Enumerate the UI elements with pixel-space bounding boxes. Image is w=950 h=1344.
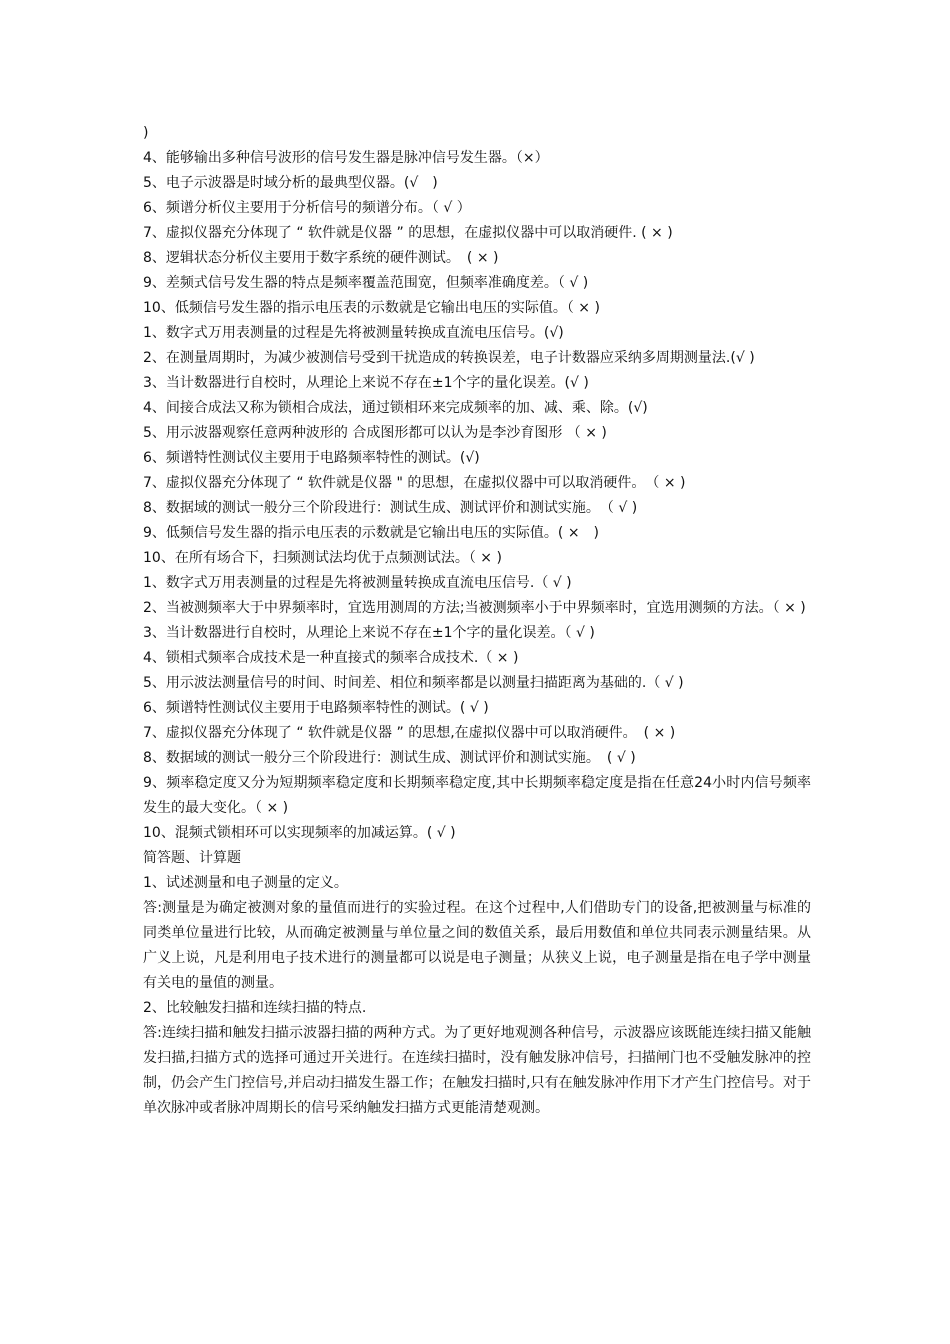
text-line: 2、在测量周期时，为减少被测信号受到干扰造成的转换误差，电子计数器应采纳多周期测量法.(√ ) xyxy=(143,350,755,366)
text-line: 4、能够输出多种信号波形的信号发生器是脉冲信号发生器。（×） xyxy=(143,150,549,166)
text-line: 7、虚拟仪器充分体现了 “ 软件就是仪器 " 的思想，在虚拟仪器中可以取消硬件。 （ × ) xyxy=(143,475,686,491)
text-line: 8、数据域的测试一般分三个阶段进行：测试生成、测试评价和测试实施。 ( √ ) xyxy=(143,750,636,766)
text-line: 4、间接合成法又称为锁相合成法，通过锁相环来完成频率的加、减、乘、除。(√) xyxy=(143,400,648,416)
text-line: 7、虚拟仪器充分体现了 “ 软件就是仪器 ” 的思想，在虚拟仪器中可以取消硬件. ( × ) xyxy=(143,225,673,241)
text-line: 5、用示波法测量信号的时间、时间差、相位和频率都是以测量扫描距离为基础的.（ √ ) xyxy=(143,675,684,691)
section-heading: 简答题、计算题 xyxy=(143,850,241,866)
text-line: 9、低频信号发生器的指示电压表的示数就是它输出电压的实际值。( × ) xyxy=(143,525,600,541)
text-line: 9、频率稳定度又分为短期频率稳定度和长期频率稳定度,其中长期频率稳定度是指在任意24小时内信号频率发生的最大变化。（ × ) xyxy=(143,775,811,816)
question-title: 2、比较触发扫描和连续扫描的特点. xyxy=(143,1000,367,1016)
text-line: 8、逻辑状态分析仪主要用于数字系统的硬件测试。 ( × ) xyxy=(143,250,499,266)
text-line: 1、数字式万用表测量的过程是先将被测量转换成直流电压信号.（ √ ) xyxy=(143,575,572,591)
text-line: 1、数字式万用表测量的过程是先将被测量转换成直流电压信号。(√) xyxy=(143,325,564,341)
text-line: 6、频谱分析仪主要用于分析信号的频谱分布。（ √ ） xyxy=(143,200,471,216)
text-line: 6、频谱特性测试仪主要用于电路频率特性的测试。( √ ) xyxy=(143,700,489,716)
text-line: 8、数据域的测试一般分三个阶段进行：测试生成、测试评价和测试实施。 （ √ ) xyxy=(143,500,638,516)
text-line: 2、当被测频率大于中界频率时，宜选用测周的方法;当被测频率小于中界频率时，宜选用测频的方法。（ × ) xyxy=(143,600,806,616)
text-line: 6、频谱特性测试仪主要用于电路频率特性的测试。(√) xyxy=(143,450,480,466)
document-body xyxy=(143,121,811,1121)
text-line: 3、当计数器进行自校时，从理论上来说不存在±1个字的量化误差。（ √ ) xyxy=(143,625,595,641)
question-title: 1、试述测量和电子测量的定义。 xyxy=(143,875,348,891)
answer-paragraph: 答:连续扫描和触发扫描示波器扫描的两种方式。为了更好地观测各种信号，示波器应该既能连续扫描又能触发扫描,扫描方式的选择可通过开关进行。在连续扫描时，没有触发脉冲信号，扫描闸门也不受触发脉冲的控制，仍会产生门控信号,并启动扫描发生器工作；在触发扫描时,只有在触发脉冲作用下才产生门控信号。对于单次脉冲或者脉冲周期长的信号采纳触发扫描方式更能清楚观测。 xyxy=(143,1025,811,1116)
text-line: 3、当计数器进行自校时，从理论上来说不存在±1个字的量化误差。(√ ) xyxy=(143,375,589,391)
text-line: 7、虚拟仪器充分体现了 “ 软件就是仪器 ” 的思想,在虚拟仪器中可以取消硬件。 ( × ) xyxy=(143,725,676,741)
text-line: 9、差频式信号发生器的特点是频率覆盖范围宽，但频率准确度差。（ √ ) xyxy=(143,275,589,291)
answer-paragraph: 答:测量是为确定被测对象的量值而进行的实验过程。在这个过程中,人们借助专门的设备,把被测量与标准的同类单位量进行比较，从而确定被测量与单位量之间的数值关系，最后用数值和单位共同表示测量结果。从广义上说，凡是利用电子技术进行的测量都可以说是电子测量；从狭义上说，电子测量是指在电子学中测量有关电的量值的测量。 xyxy=(143,900,811,991)
text-line: 10、混频式锁相环可以实现频率的加减运算。( √ ) xyxy=(143,825,456,841)
text-line: 10、低频信号发生器的指示电压表的示数就是它输出电压的实际值。（ × ) xyxy=(143,300,600,316)
text-line: 10、在所有场合下，扫频测试法均优于点频测试法。（ × ) xyxy=(143,550,502,566)
text-line: 4、锁相式频率合成技术是一种直接式的频率合成技术.（ × ) xyxy=(143,650,519,666)
text-line: ) xyxy=(143,125,149,141)
text-line: 5、电子示波器是时域分析的最典型仪器。(√ ) xyxy=(143,175,438,191)
text-line: 5、用示波器观察任意两种波形的 合成图形都可以认为是李沙育图形 （ × ) xyxy=(143,425,607,441)
